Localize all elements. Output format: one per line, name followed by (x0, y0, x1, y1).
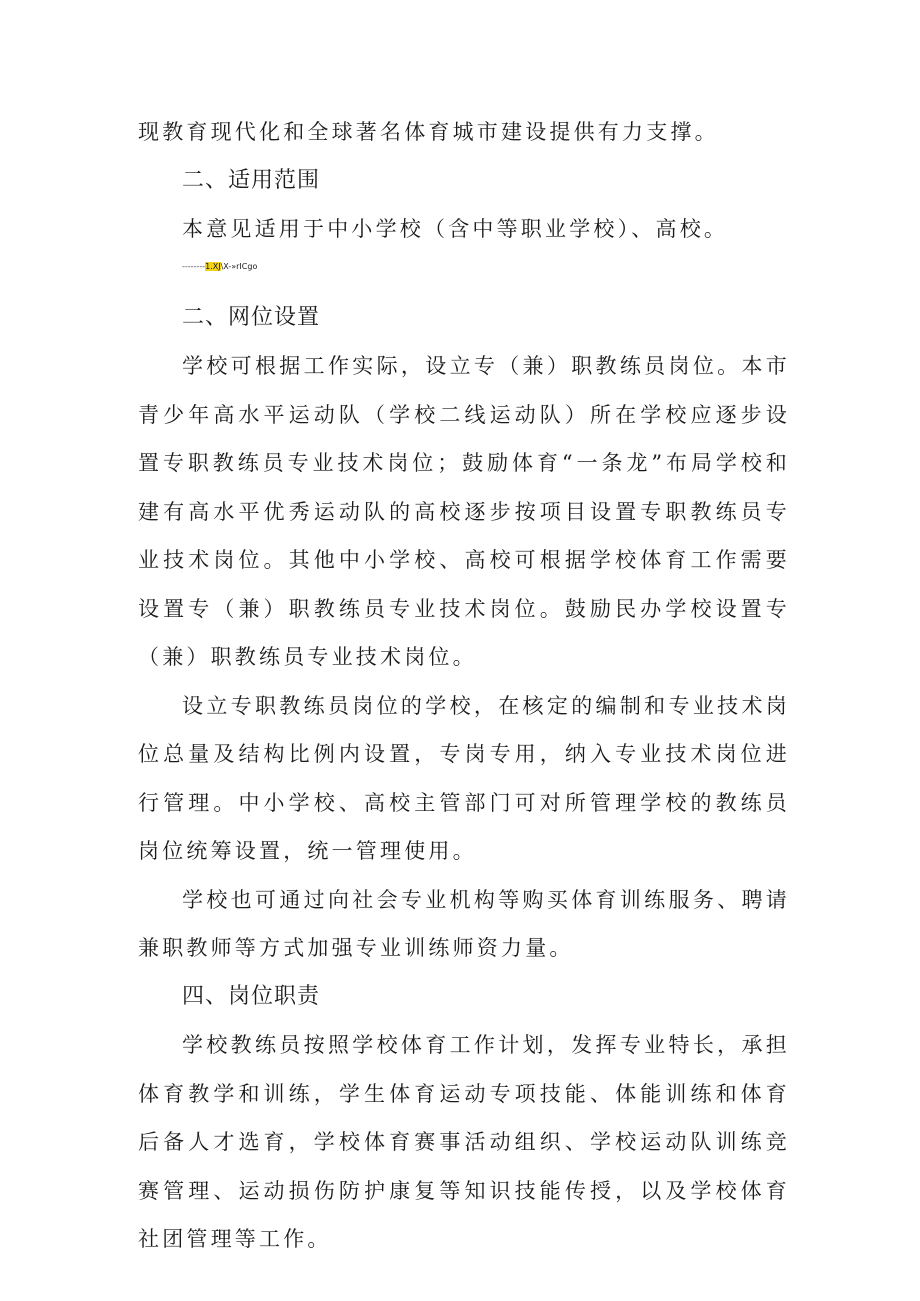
section-heading-position-setup: 二、网位设置 (182, 304, 321, 330)
section-heading-scope: 二、适用范围 (182, 167, 321, 193)
section-heading-duties: 四、岗位职责 (182, 983, 321, 1009)
paragraph-position-setup-1: 学校可根据工作实际，设立专（兼）职教练员岗位。本市青少年高水平运动队（学校二线运动队）所在学校应逐步设置专职教练员专业技术岗位；鼓励体育“一条龙”布局学校和建有高水平优秀运动队的高校逐步按项目设置专职教练员专业技术岗位。其他中小学校、高校可根据学校体育工作需要设置专（兼）职教练员专业技术岗位。鼓励民办学校设置专（兼）职教练员专业技术岗位。 (138, 354, 790, 669)
scan-artifact-text (182, 262, 257, 272)
scan-artifact-line (138, 258, 790, 286)
paragraph-scope: 本意见适用于中小学校（含中等职业学校）、高校。 (182, 217, 729, 241)
scan-artifact-lead: -------- (182, 261, 206, 271)
paragraph-position-setup-2: 设立专职教练员岗位的学校，在核定的编制和专业技术岗位总量及结构比例内设置，专岗专用，纳入专业技术岗位进行管理。中小学校、高校主管部门可对所管理学校的教练员岗位统筹设置，统一管理使用。 (138, 693, 790, 863)
paragraph-intro-continuation: 现教育现代化和全球著名体育城市建设提供有力支撑。 (138, 120, 719, 144)
paragraph-duties: 学校教练员按照学校体育工作计划，发挥专业特长，承担体育教学和训练，学生体育运动专项技能、体能训练和体育后备人才选育，学校体育赛事活动组织、学校运动队训练竞赛管理、运动损伤防护康复等知识技能传授，以及学校体育社团管理等工作。 (138, 1033, 790, 1251)
scan-artifact-highlight: 1.XJ (205, 261, 221, 271)
document-page (138, 108, 790, 1264)
scan-artifact-rest: \X-»rICgo (220, 261, 258, 271)
paragraph-position-setup-3: 学校也可通过向社会专业机构等购买体育训练服务、聘请兼职教师等方式加强专业训练师资力量。 (138, 887, 790, 960)
